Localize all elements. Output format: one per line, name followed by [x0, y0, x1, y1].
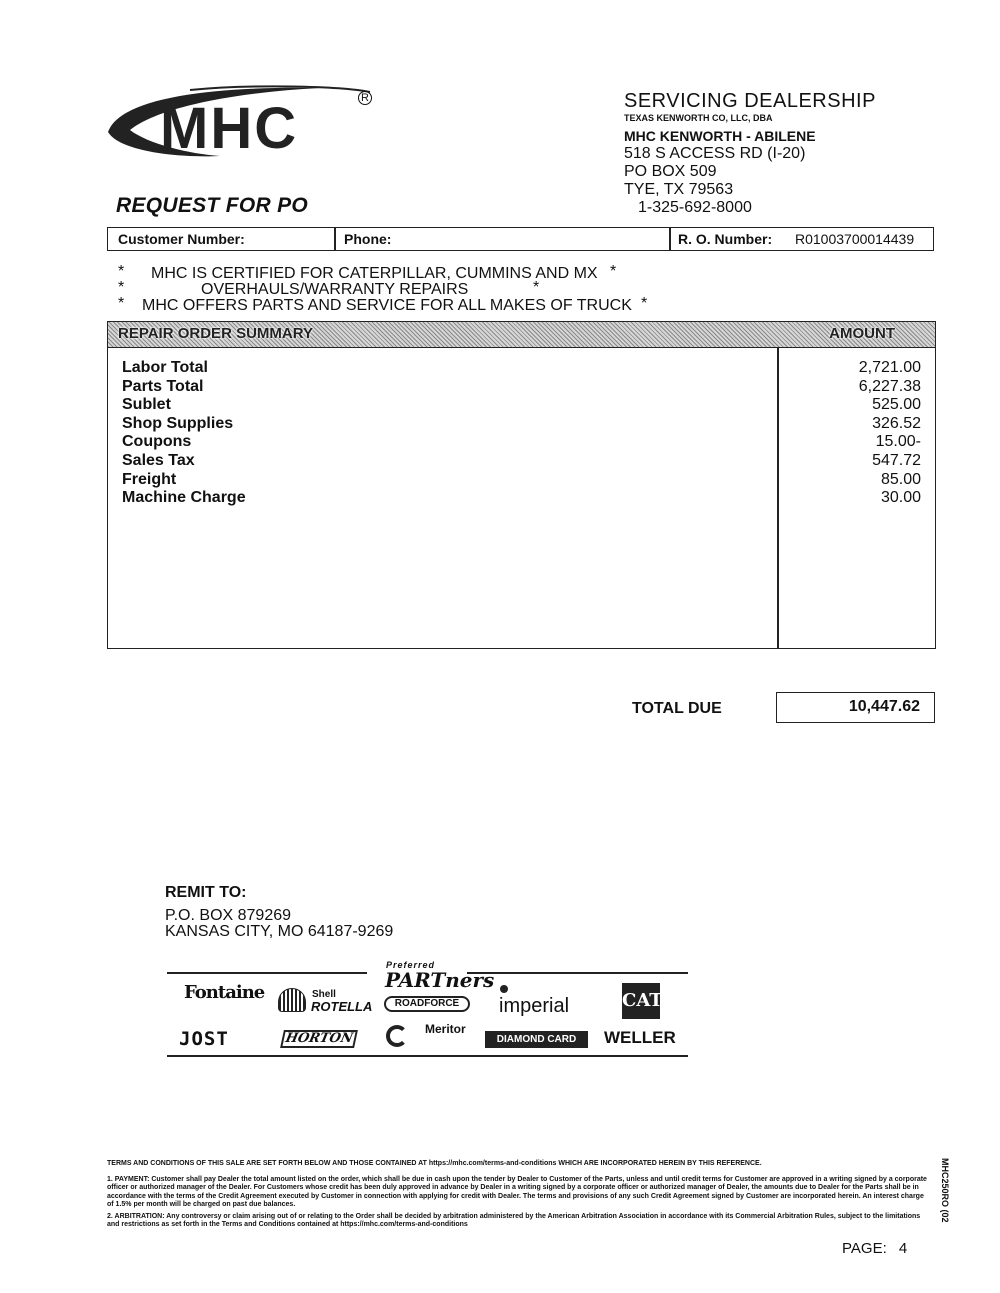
dealer-heading: SERVICING DEALERSHIP: [624, 90, 876, 112]
weller-logo: WELLER: [604, 1028, 676, 1047]
note-star: *: [641, 295, 648, 312]
line-item-label: Coupons: [122, 433, 192, 451]
summary-title: REPAIR ORDER SUMMARY: [118, 325, 314, 342]
page-indicator: [842, 1240, 907, 1257]
divider: [669, 228, 671, 250]
line-item-amount: 525.00: [872, 396, 921, 414]
line-item-label: Shop Supplies: [122, 414, 234, 432]
customer-number-label: Customer Number:: [118, 231, 245, 247]
fontaine-logo: Fontaine: [184, 982, 265, 1003]
remit-line-1: P.O. BOX 879269: [165, 907, 292, 924]
dealer-name: MHC KENWORTH - ABILENE: [624, 128, 816, 145]
partners-label: PARTners: [385, 968, 495, 992]
line-item-label: Machine Charge: [122, 489, 246, 507]
dealer-company: TEXAS KENWORTH CO, LLC, DBA: [624, 113, 773, 124]
cummins-icon: [386, 1025, 408, 1047]
divider: [467, 972, 688, 974]
divider: [167, 1055, 688, 1057]
shell-label: Shell: [312, 989, 336, 1000]
line-item-amount: 2,721.00: [858, 359, 921, 376]
line-item-label: Sales Tax: [122, 452, 195, 469]
amount-header: AMOUNT: [829, 325, 895, 342]
jost-logo: JOST: [179, 1028, 229, 1050]
line-item-amount: 30.00: [880, 489, 921, 507]
line-item-amount: 547.72: [872, 452, 921, 469]
line-item-label: Labor Total: [122, 359, 208, 376]
dealer-city: TYE, TX 79563: [624, 180, 734, 198]
repair-order-summary: [107, 321, 936, 649]
phone-label: Phone:: [344, 231, 392, 247]
note-line-3: MHC OFFERS PARTS AND SERVICE FOR ALL MAKES OF TRUCK: [142, 297, 632, 314]
imperial-label: imperial: [499, 995, 570, 1017]
total-due-label: TOTAL DUE: [632, 700, 722, 717]
dealer-address1: 518 S ACCESS RD (I-20): [624, 145, 806, 163]
ro-number-label: R. O. Number:: [678, 231, 773, 247]
shell-icon: [278, 988, 306, 1012]
page-title: REQUEST FOR PO: [116, 194, 309, 217]
dealer-phone: 1-325-692-8000: [638, 198, 752, 216]
note-star: *: [118, 295, 125, 312]
line-item-amount: 6,227.38: [858, 377, 921, 395]
note-star: *: [118, 263, 125, 280]
terms-payment: 1. PAYMENT: Customer shall pay Dealer the total amount listed on the order, which shall be due in cash upon the tender by Dealer to Customer of the Parts, unless and until credit terms for Customer are approved in a writing signed by a corporate officer or authorized manager of the Dealer. For Customers whose credit has been duly approved in advance by Dealer in a writing signed by a corporate officer or authorized manager of Dealer, the amounts due to Dealer for the Parts shall be in accordance with the terms of the Credit Agreement executed by Customer in connection with applying for credit with Dealer. The terms and provisions of any such Credit Agreement signed by Customer are incorporated herein. An interest charge of 1.5% per month will be charged on past due balances.: [107, 1176, 927, 1208]
meritor-label: Meritor: [425, 1022, 466, 1036]
note-line-1: MHC IS CERTIFIED FOR CATERPILLAR, CUMMINS AND MX: [151, 265, 598, 282]
line-item-label: Sublet: [122, 396, 171, 414]
imperial-icon: [500, 985, 508, 993]
line-item-label: Parts Total: [122, 377, 204, 395]
cat-logo: CAT: [622, 983, 660, 1019]
line-item-amount: 85.00: [880, 470, 921, 488]
terms-arbitration: 2. ARBITRATION: Any controversy or claim arising out of or relating to the Order shall be decided by arbitration administered by the American Arbitration Association in accordance with its Commercial Arbitration Rules, subject to the limitations and restrictions as set forth in the Terms and Conditions contained at https://mhc.com/terms-and-conditions: [107, 1213, 921, 1229]
line-item-label: Freight: [122, 470, 177, 488]
diamond-card-logo: DIAMOND CARD: [485, 1031, 588, 1048]
svg-text:MHC: MHC: [160, 96, 299, 161]
terms-and-conditions: [107, 1160, 932, 1233]
dealer-address2: PO BOX 509: [624, 163, 717, 181]
terms-heading: TERMS AND CONDITIONS OF THIS SALE ARE SET FORTH BELOW AND THOSE CONTAINED AT https://mhc.com/terms-and-conditions WHICH ARE INCORPORATED HEREIN BY THIS REFERENCE.: [107, 1160, 762, 1167]
note-line-2: OVERHAULS/WARRANTY REPAIRS: [201, 281, 469, 298]
column-divider: [777, 347, 779, 648]
remit-title: REMIT TO:: [165, 884, 247, 901]
rotella-label: ROTELLA: [311, 999, 373, 1014]
preferred-label: Preferred: [386, 960, 436, 970]
roadforce-logo: ROADFORCE: [384, 996, 470, 1012]
mhc-logo: [100, 80, 380, 170]
form-code: MHC250RO (02: [940, 1158, 950, 1223]
note-star: *: [533, 279, 540, 296]
line-item-amount: 326.52: [872, 414, 921, 432]
horton-logo: HORTON: [280, 1030, 358, 1048]
divider: [167, 972, 367, 974]
customer-info-bar: [107, 227, 934, 251]
ro-number-value: R01003700014439: [795, 231, 915, 247]
line-item-amount: 15.00-: [875, 433, 921, 451]
page-label: PAGE:: [842, 1240, 887, 1257]
note-star: *: [118, 279, 125, 296]
dealer-block: [624, 90, 876, 217]
total-due-value: 10,447.62: [776, 692, 935, 723]
page-number: 4: [898, 1240, 908, 1257]
registered-mark: R: [358, 91, 372, 105]
divider: [334, 228, 336, 250]
summary-header: [108, 322, 935, 348]
note-star: *: [610, 263, 617, 280]
remit-line-2: KANSAS CITY, MO 64187-9269: [165, 923, 394, 940]
